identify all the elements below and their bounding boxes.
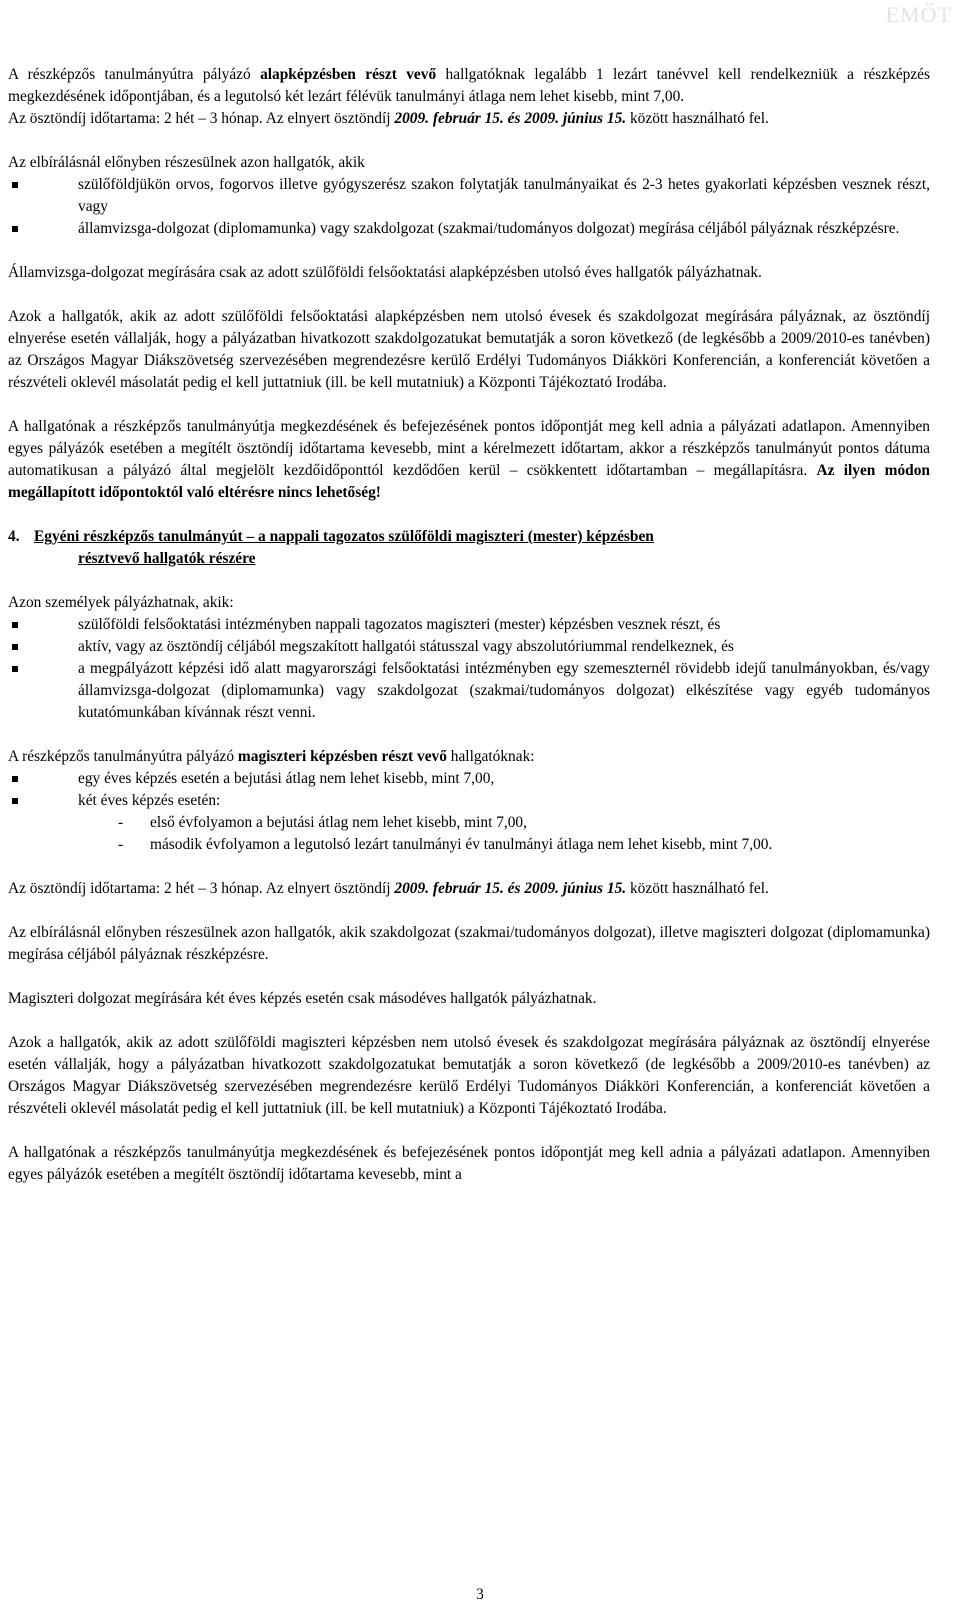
- paragraph-thesis-rule: Államvizsga-dolgozat megírására csak az adott szülőföldi felsőoktatási alapképzésben utolsó éves hallgatók pályázhatnak.: [8, 264, 762, 281]
- date-range: 2009. február 15. és 2009. június 15.: [394, 880, 627, 897]
- list-item: a megpályázott képzési idő alatt magyarországi felsőoktatási intézményben egy szemeszternél rövidebb idejű tanulmányokban, és/vagy államvizsga-dolgozat (diplomamunka) vagy szakdolgozat (szakmai/tudományos dolgozat) elkészítése vagy egyéb tudományos kutatómunkában kívánnak részt venni.: [8, 658, 930, 724]
- list-item: szülőföldi felsőoktatási intézményben nappali tagozatos magiszteri (mester) képzésben vesznek részt, és: [8, 614, 930, 636]
- bold-phrase: alapképzésben részt vevő: [260, 66, 437, 83]
- paragraph-master-thesis-rule: Magiszteri dolgozat megírására két éves képzés esetén csak másodéves hallgatók pályázhatnak.: [8, 990, 597, 1007]
- list-item: államvizsga-dolgozat (diplomamunka) vagy szakdolgozat (szakmai/tudományos dolgozat) megírása céljából pályáznak részképzésre.: [8, 218, 930, 240]
- list-item: két éves képzés esetén:: [8, 790, 930, 812]
- paragraph-dates: A hallgatónak a részképzős tanulmányútja megkezdésének és befejezésének pontos időpontját meg kell adnia a pályázati adatlapon. Amennyiben egyes pályázók esetében a megítélt ösztöndíj időtartama kevesebb, mint a: [8, 1144, 930, 1183]
- paragraph-conference: Azok a hallgatók, akik az adott szülőföldi felsőoktatási alapképzésben nem utolsó évesek és szakdolgozat megírására pályáznak, az ösztöndíj elnyerése esetén vállalják, hogy a pályázatban hivatkozott szakdolgozatukat bemutatják a soron következő (de legkésőbb a 2009/2010-es tanévben) az Országos Magyar Diákszövetség szervezésében megrendezésre kerülő Erdélyi Tudományos Diákköri Konferencián, a konferenciát követően a részvételi oklevél másolatát pedig el kell juttatniuk (ill. be kell mutatniuk) a Központi Tájékoztató Irodába.: [8, 308, 930, 391]
- paragraph-preference: Az elbírálásnál előnyben részesülnek azon hallgatók, akik szakdolgozat (szakmai/tudományos dolgozat), illetve magiszteri dolgozat (diplomamunka) megírása céljából pályáznak részképzésre.: [8, 924, 930, 963]
- document-body: [8, 64, 930, 1186]
- paragraph-applicants: Azon személyek pályázhatnak, akik:: [8, 594, 234, 611]
- sublist-item: - első évfolyamon a bejutási átlag nem lehet kisebb, mint 7,00,: [8, 812, 930, 834]
- list-item: egy éves képzés esetén a bejutási átlag nem lehet kisebb, mint 7,00,: [8, 768, 930, 790]
- section-heading: [8, 526, 930, 570]
- sublist-item: - második évfolyamon a legutolsó lezárt tanulmányi év tanulmányi átlaga nem lehet kisebb, mint 7,00.: [8, 834, 930, 856]
- preference-list: [8, 174, 930, 240]
- list-item: aktív, vagy az ösztöndíj céljából megszakított hallgatói státusszal vagy abszolutóriummal rendelkeznek, és: [8, 636, 930, 658]
- average-requirements-list: [8, 768, 930, 812]
- date-range: 2009. február 15. és 2009. június 15.: [394, 110, 627, 127]
- paragraph-dates: A hallgatónak a részképzős tanulmányútja megkezdésének és befejezésének pontos időpontját meg kell adnia a pályázati adatlapon. Amennyiben egyes pályázók esetében a megítélt ösztöndíj időtartama kevesebb, mint a kérelmezett időtartam, akkor a részképzős tanulmányút pontos dátuma automatikusan a pályázó által megjelölt kezdőidőponttól kezdődően kerül – csökkentett időtartamban – megállapításra. Az ilyen módon megállapított időpontoktól való eltérésre nincs lehetőség!: [8, 418, 930, 501]
- bold-warning: Az ilyen módon megállapított időpontoktól való eltérésre nincs lehetőség!: [8, 462, 930, 501]
- list-item: szülőföldjükön orvos, fogorvos illetve gyógyszerész szakon folytatják tanulmányaikat és 2-3 hetes gyakorlati képzésben vesznek részt, vagy: [8, 174, 930, 218]
- applicant-criteria-list: [8, 614, 930, 724]
- two-year-sublist: [8, 812, 930, 856]
- paragraph-duration: Az ösztöndíj időtartama: 2 hét – 3 hónap. Az elnyert ösztöndíj 2009. február 15. és 2009. június 15. között használható fel.: [8, 110, 769, 127]
- paragraph-duration: Az ösztöndíj időtartama: 2 hét – 3 hónap. Az elnyert ösztöndíj 2009. február 15. és 2009. június 15. között használható fel.: [8, 880, 769, 897]
- page-number: 3: [476, 1586, 484, 1603]
- section-title-continued: résztvevő hallgatók részére: [78, 550, 256, 567]
- watermark: EMŐT: [885, 2, 952, 27]
- paragraph-eligibility-master: A részképzős tanulmányútra pályázó magiszteri képzésben részt vevő hallgatóknak:: [8, 748, 535, 765]
- section-number: 4.: [8, 528, 20, 545]
- bold-phrase: magiszteri képzésben részt vevő: [237, 748, 447, 765]
- section-title: Egyéni részképzős tanulmányút – a nappali tagozatos szülőföldi magiszteri (mester) képzésben: [34, 528, 654, 545]
- paragraph-eligibility-bachelor: A részképzős tanulmányútra pályázó alapképzésben részt vevő hallgatóknak legalább 1 lezárt tanévvel kell rendelkezniük a részképzés megkezdésének időpontjában, és a legutolsó két lezárt félévük tanulmányi átlaga nem lehet kisebb, mint 7,00.: [8, 66, 930, 105]
- paragraph-conference: Azok a hallgatók, akik az adott szülőföldi magiszteri képzésben nem utolsó évesek és szakdolgozat megírására pályáznak az ösztöndíj elnyerése esetén vállalják, hogy a pályázatban hivatkozott szakdolgozatukat bemutatják a soron következő (de legkésőbb a 2009/2010-es tanévben) az Országos Magyar Diákszövetség szervezésében megrendezésre kerülő Erdélyi Tudományos Diákköri Konferencián, a konferenciát követően a részvételi oklevél másolatát pedig el kell juttatniuk (ill. be kell mutatniuk) a Központi Tájékoztató Irodába.: [8, 1034, 930, 1117]
- paragraph-preference: Az elbírálásnál előnyben részesülnek azon hallgatók, akik: [8, 154, 365, 171]
